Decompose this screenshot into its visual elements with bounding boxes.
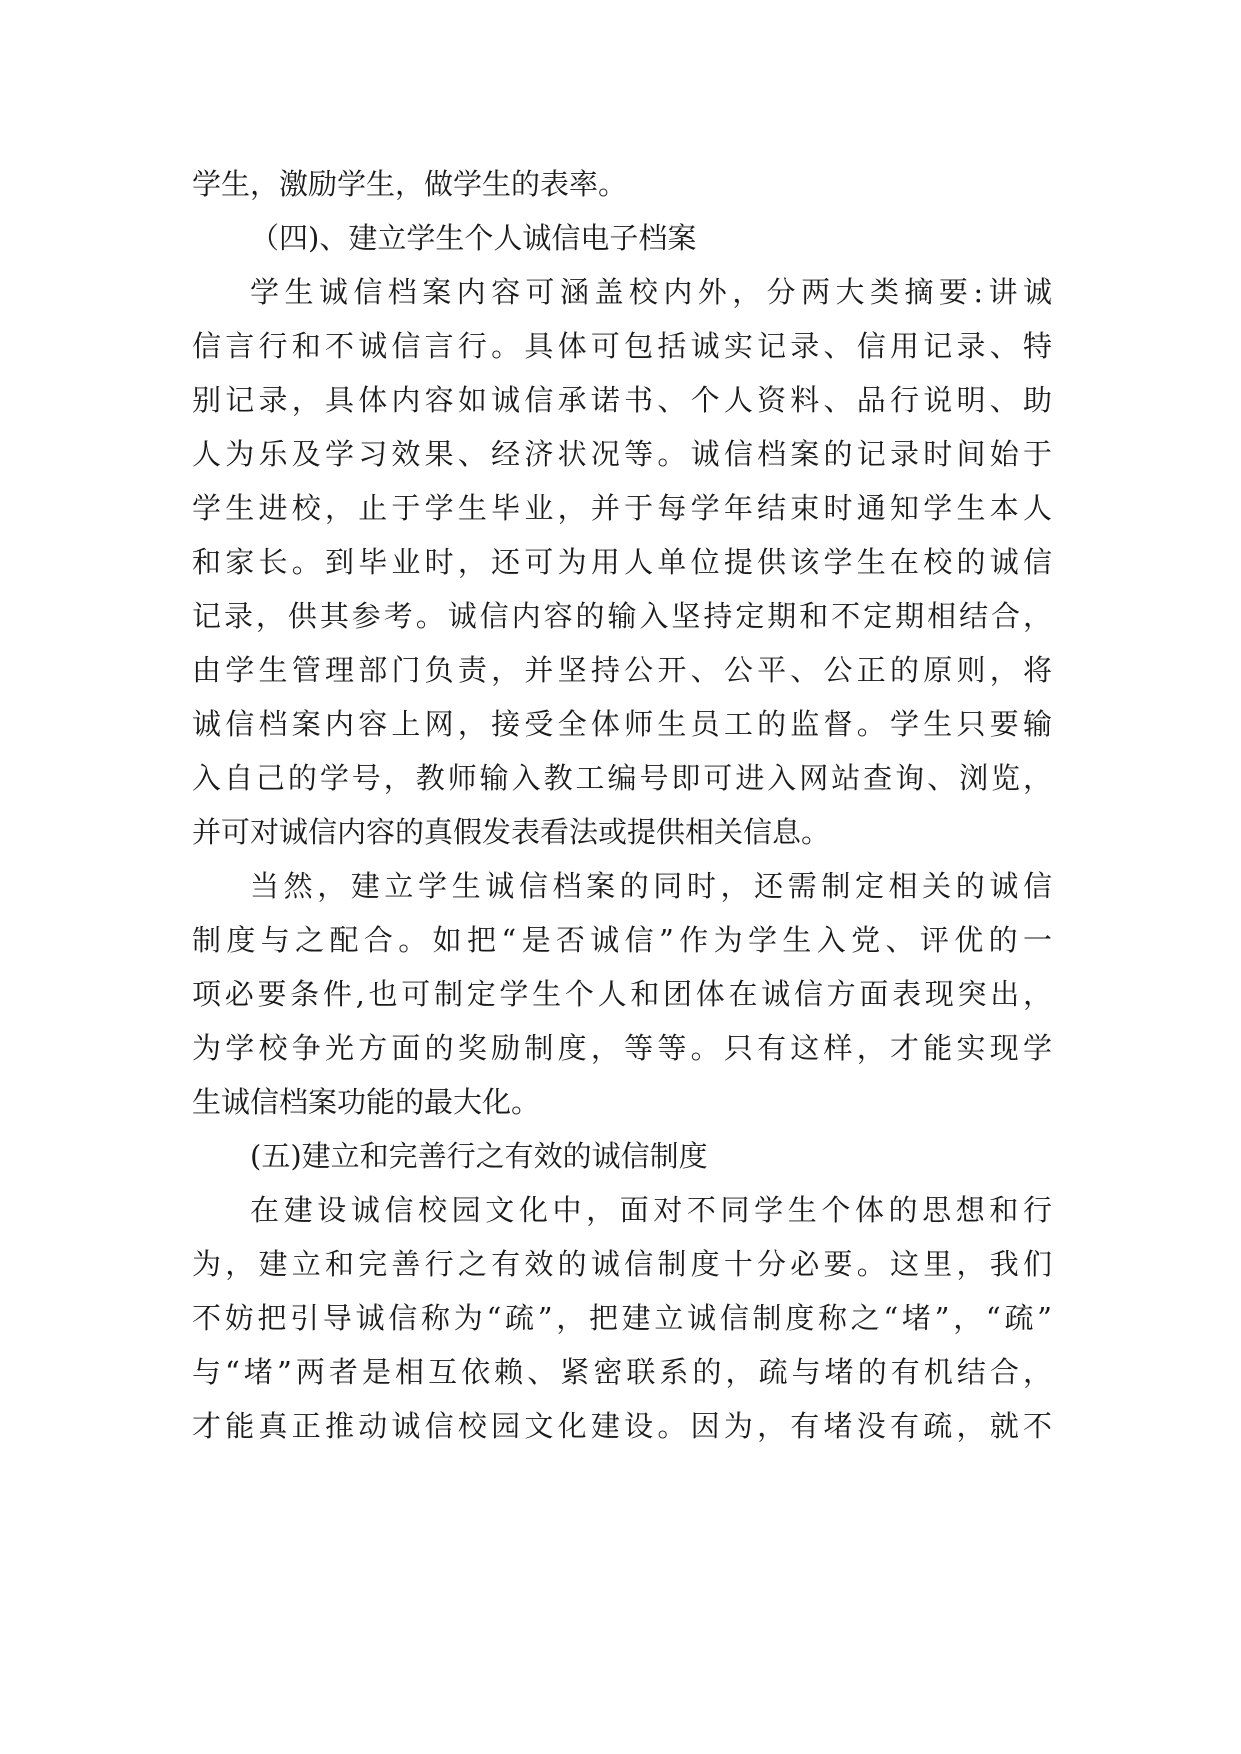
text-line: 由学生管理部门负责，并坚持公开、公平、公正的原则，将 <box>192 653 1052 687</box>
text-line: 才能真正推动诚信校园文化建设。因为，有堵没有疏，就不 <box>192 1409 1052 1443</box>
text-line: 与“堵”两者是相互依赖、紧密联系的，疏与堵的有机结合， <box>192 1355 1052 1389</box>
text-line: 当然，建立学生诚信档案的同时，还需制定相关的诚信 <box>250 869 1052 903</box>
text-line: 生诚信档案功能的最大化。 <box>192 1085 541 1119</box>
text-line: 项必要条件,也可制定学生个人和团体在诚信方面表现突出， <box>192 977 1052 1011</box>
text-line: 别记录，具体内容如诚信承诺书、个人资料、品行说明、助 <box>192 383 1052 417</box>
text-line: 入自己的学号，教师输入教工编号即可进入网站查询、浏览， <box>192 761 1052 795</box>
section-heading: （四)、建立学生个人诚信电子档案 <box>250 221 697 255</box>
text-line: 记录，供其参考。诚信内容的输入坚持定期和不定期相结合， <box>192 599 1052 633</box>
text-line: 和家长。到毕业时，还可为用人单位提供该学生在校的诚信 <box>192 545 1052 579</box>
text-line: 学生，激励学生，做学生的表率。 <box>192 167 628 201</box>
text-line: 在建设诚信校园文化中，面对不同学生个体的思想和行 <box>250 1193 1052 1227</box>
text-line: 不妨把引导诚信称为“疏”，把建立诚信制度称之“堵”，“疏” <box>192 1301 1052 1335</box>
body-text <box>192 157 1052 1453</box>
text-line: 为，建立和完善行之有效的诚信制度十分必要。这里，我们 <box>192 1247 1052 1281</box>
text-line: 人为乐及学习效果、经济状况等。诚信档案的记录时间始于 <box>192 437 1052 471</box>
text-line: 信言行和不诚信言行。具体可包括诚实记录、信用记录、特 <box>192 329 1052 363</box>
text-line: 制度与之配合。如把“是否诚信”作为学生入党、评优的一 <box>192 923 1052 957</box>
text-line: 诚信档案内容上网，接受全体师生员工的监督。学生只要输 <box>192 707 1052 741</box>
text-line: 学生进校，止于学生毕业，并于每学年结束时通知学生本人 <box>192 491 1052 525</box>
section-heading: (五)建立和完善行之有效的诚信制度 <box>250 1139 708 1173</box>
text-line: 学生诚信档案内容可涵盖校内外，分两大类摘要:讲诚 <box>250 275 1052 309</box>
text-line: 并可对诚信内容的真假发表看法或提供相关信息。 <box>192 815 831 849</box>
text-line: 为学校争光方面的奖励制度，等等。只有这样，才能实现学 <box>192 1031 1052 1065</box>
